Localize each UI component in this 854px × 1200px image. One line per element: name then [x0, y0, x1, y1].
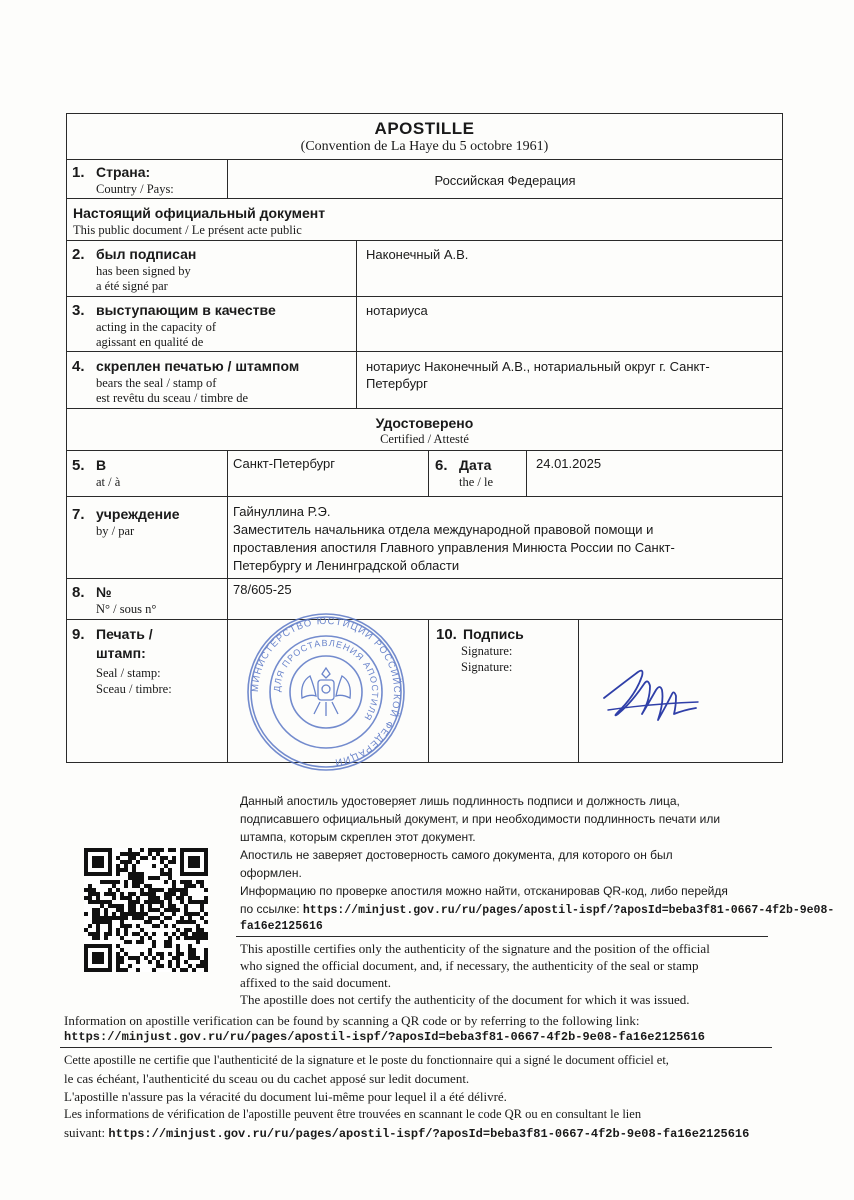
seal-of-sub-en: bears the seal / stamp of: [96, 376, 217, 390]
eagle-emblem-icon: [302, 668, 351, 716]
certified-label: Удостоверено: [375, 415, 474, 431]
certified-label-sub: Certified / Attesté: [380, 432, 469, 446]
svg-text:ДЛЯ ПРОСТАВЛЕНИЯ АПОСТИЛЯ: ДЛЯ ПРОСТАВЛЕНИЯ АПОСТИЛЯ: [271, 637, 381, 723]
seal-label-line2: штамп:: [96, 645, 146, 661]
seal-label-sub-fr: Sceau / timbre:: [96, 682, 172, 696]
notice-ru-line4: Апостиль не заверяет достоверность самого документа, для которого он был: [240, 848, 673, 862]
date-label-sub: the / le: [459, 475, 494, 489]
notice-fr-line2: le cas échéant, l'authenticité du sceau ou du cachet apposé sur ledit document.: [64, 1071, 470, 1086]
public-document-label-sub: This public document / Le présent acte public: [73, 223, 302, 237]
verification-qr-code-icon[interactable]: [84, 848, 208, 972]
notice-fr-line3: L'apostille n'assure pas la véracité du document lui-même pour lequel il a été délivré.: [64, 1089, 507, 1104]
verification-link-en[interactable]: https://minjust.gov.ru/ru/pages/apostil-ispf/?aposId=beba3f81-0667-4f2b-9e08-fa16e2125616: [64, 1030, 705, 1044]
convention-subtitle: (Convention de La Haye du 5 octobre 1961): [300, 139, 549, 154]
svg-text:МИНИСТЕРСТВО ЮСТИЦИИ РОССИЙСКО: МИНИСТЕРСТВО ЮСТИЦИИ РОССИЙСКОЙ ФЕДЕРАЦИИ: [249, 615, 403, 768]
verification-link-fr[interactable]: https://minjust.gov.ru/ru/pages/apostil-ispf/?aposId=beba3f81-0667-4f2b-9e08-fa16e2125616: [108, 1127, 750, 1141]
public-document-label: Настоящий официальный документ: [73, 205, 326, 221]
official-round-seal: [230, 612, 422, 772]
notice-en-line3: affixed to the said document.: [240, 975, 392, 990]
seal-of-label: скреплен печатью / штампом: [96, 358, 300, 374]
field-number-6: 6.: [435, 457, 448, 474]
number-value: 78/605-25: [233, 582, 292, 597]
notice-ru-line3: штампа, которым скреплен этот документ.: [240, 830, 476, 844]
place-value: Санкт-Петербург: [233, 456, 335, 471]
seal-label-line1: Печать /: [96, 626, 153, 642]
date-label: Дата: [459, 457, 492, 473]
notice-ru-line5: оформлен.: [240, 866, 302, 880]
signed-by-value: Наконечный А.В.: [366, 247, 469, 262]
signed-by-sub-en: has been signed by: [96, 264, 191, 278]
signed-by-sub-fr: a été signé par: [96, 279, 168, 293]
date-value: 24.01.2025: [536, 456, 602, 471]
handwritten-signature: [596, 660, 712, 734]
signed-by-label: был подписан: [96, 246, 197, 262]
seal-of-value-line1: нотариус Наконечный А.В., нотариальный округ г. Санкт-: [366, 359, 710, 374]
authority-value-line4: Петербургу и Ленинградской области: [233, 558, 460, 573]
country-value: Российская Федерация: [434, 173, 576, 188]
capacity-value: нотариуса: [366, 303, 428, 318]
notice-ru-line2: подписавшего официальный документ, и при необходимости подлинность печати или: [240, 812, 721, 826]
notice-en-line1: This apostille certifies only the authenticity of the signature and the position of the official: [240, 941, 710, 956]
notice-ru-line1: Данный апостиль удостоверяет лишь подлинность подписи и должность лица,: [240, 794, 680, 808]
field-number-10: 10.: [436, 626, 457, 643]
number-label-sub: N° / sous n°: [96, 602, 157, 616]
notice-fr-link-prefix: suivant:: [64, 1125, 109, 1140]
authority-value-line1: Гайнуллина Р.Э.: [233, 504, 331, 519]
notice-en-line4: The apostille does not certify the authenticity of the document for which it was issued.: [240, 992, 690, 1007]
notice-ru-link-prefix: по ссылке:: [240, 902, 303, 916]
notice-ru-line6: Информацию по проверке апостиля можно найти, отсканировав QR-код, либо перейдя: [240, 884, 728, 898]
authority-value-line2: Заместитель начальника отдела международной правовой помощи и: [233, 522, 654, 537]
country-label-sub: Country / Pays:: [96, 182, 174, 196]
signature-label-sub-fr: Signature:: [461, 660, 513, 674]
country-label: Страна:: [96, 164, 151, 180]
authority-label-sub: by / par: [96, 524, 135, 538]
document-title: APOSTILLE: [374, 119, 475, 138]
notice-fr-line1: Cette apostille ne certifie que l'authenticité de la signature et le poste du fonctionnaire qui a signé le document officiel et,: [64, 1053, 669, 1067]
notice-fr-line4: Les informations de vérification de l'apostille peuvent être trouvées en scannant le code QR ou en consultant le lien: [64, 1107, 642, 1121]
authority-value-line3: проставления апостиля Главного управления Минюста России по Санкт-: [233, 540, 675, 555]
field-number-3: 3.: [72, 302, 85, 319]
number-label: №: [96, 584, 112, 600]
seal-of-value-line2: Петербург: [366, 376, 428, 391]
field-number-9: 9.: [72, 626, 85, 643]
capacity-sub-fr: agissant en qualité de: [96, 335, 204, 349]
field-number-1: 1.: [72, 164, 85, 181]
field-number-8: 8.: [72, 584, 85, 601]
field-number-4: 4.: [72, 358, 85, 375]
notice-ru-line7: [240, 901, 834, 919]
place-label-sub: at / à: [96, 475, 121, 489]
place-label: В: [96, 457, 107, 473]
authority-label: учреждение: [96, 506, 180, 522]
field-number-5: 5.: [72, 457, 85, 474]
notice-en-line5: Information on apostille verification can be found by scanning a QR code or by referring to the following link:: [64, 1013, 640, 1028]
seal-of-sub-fr: est revêtu du sceau / timbre de: [96, 391, 249, 405]
notice-fr-line5: [64, 1124, 749, 1143]
notice-en-line2: who signed the official document, and, if necessary, the authenticity of the seal or stamp: [240, 958, 699, 973]
capacity-sub-en: acting in the capacity of: [96, 320, 217, 334]
signature-label-sub-en: Signature:: [461, 644, 513, 658]
verification-link-ru-cont[interactable]: fa16e2125616: [240, 920, 323, 933]
field-number-7: 7.: [72, 506, 85, 523]
signature-label: Подпись: [463, 626, 524, 642]
field-number-2: 2.: [72, 246, 85, 263]
capacity-label: выступающим в качестве: [96, 302, 276, 318]
verification-link-ru[interactable]: https://minjust.gov.ru/ru/pages/apostil-ispf/?aposId=beba3f81-0667-4f2b-9e08-: [302, 904, 835, 917]
seal-label-sub-en: Seal / stamp:: [96, 666, 161, 680]
